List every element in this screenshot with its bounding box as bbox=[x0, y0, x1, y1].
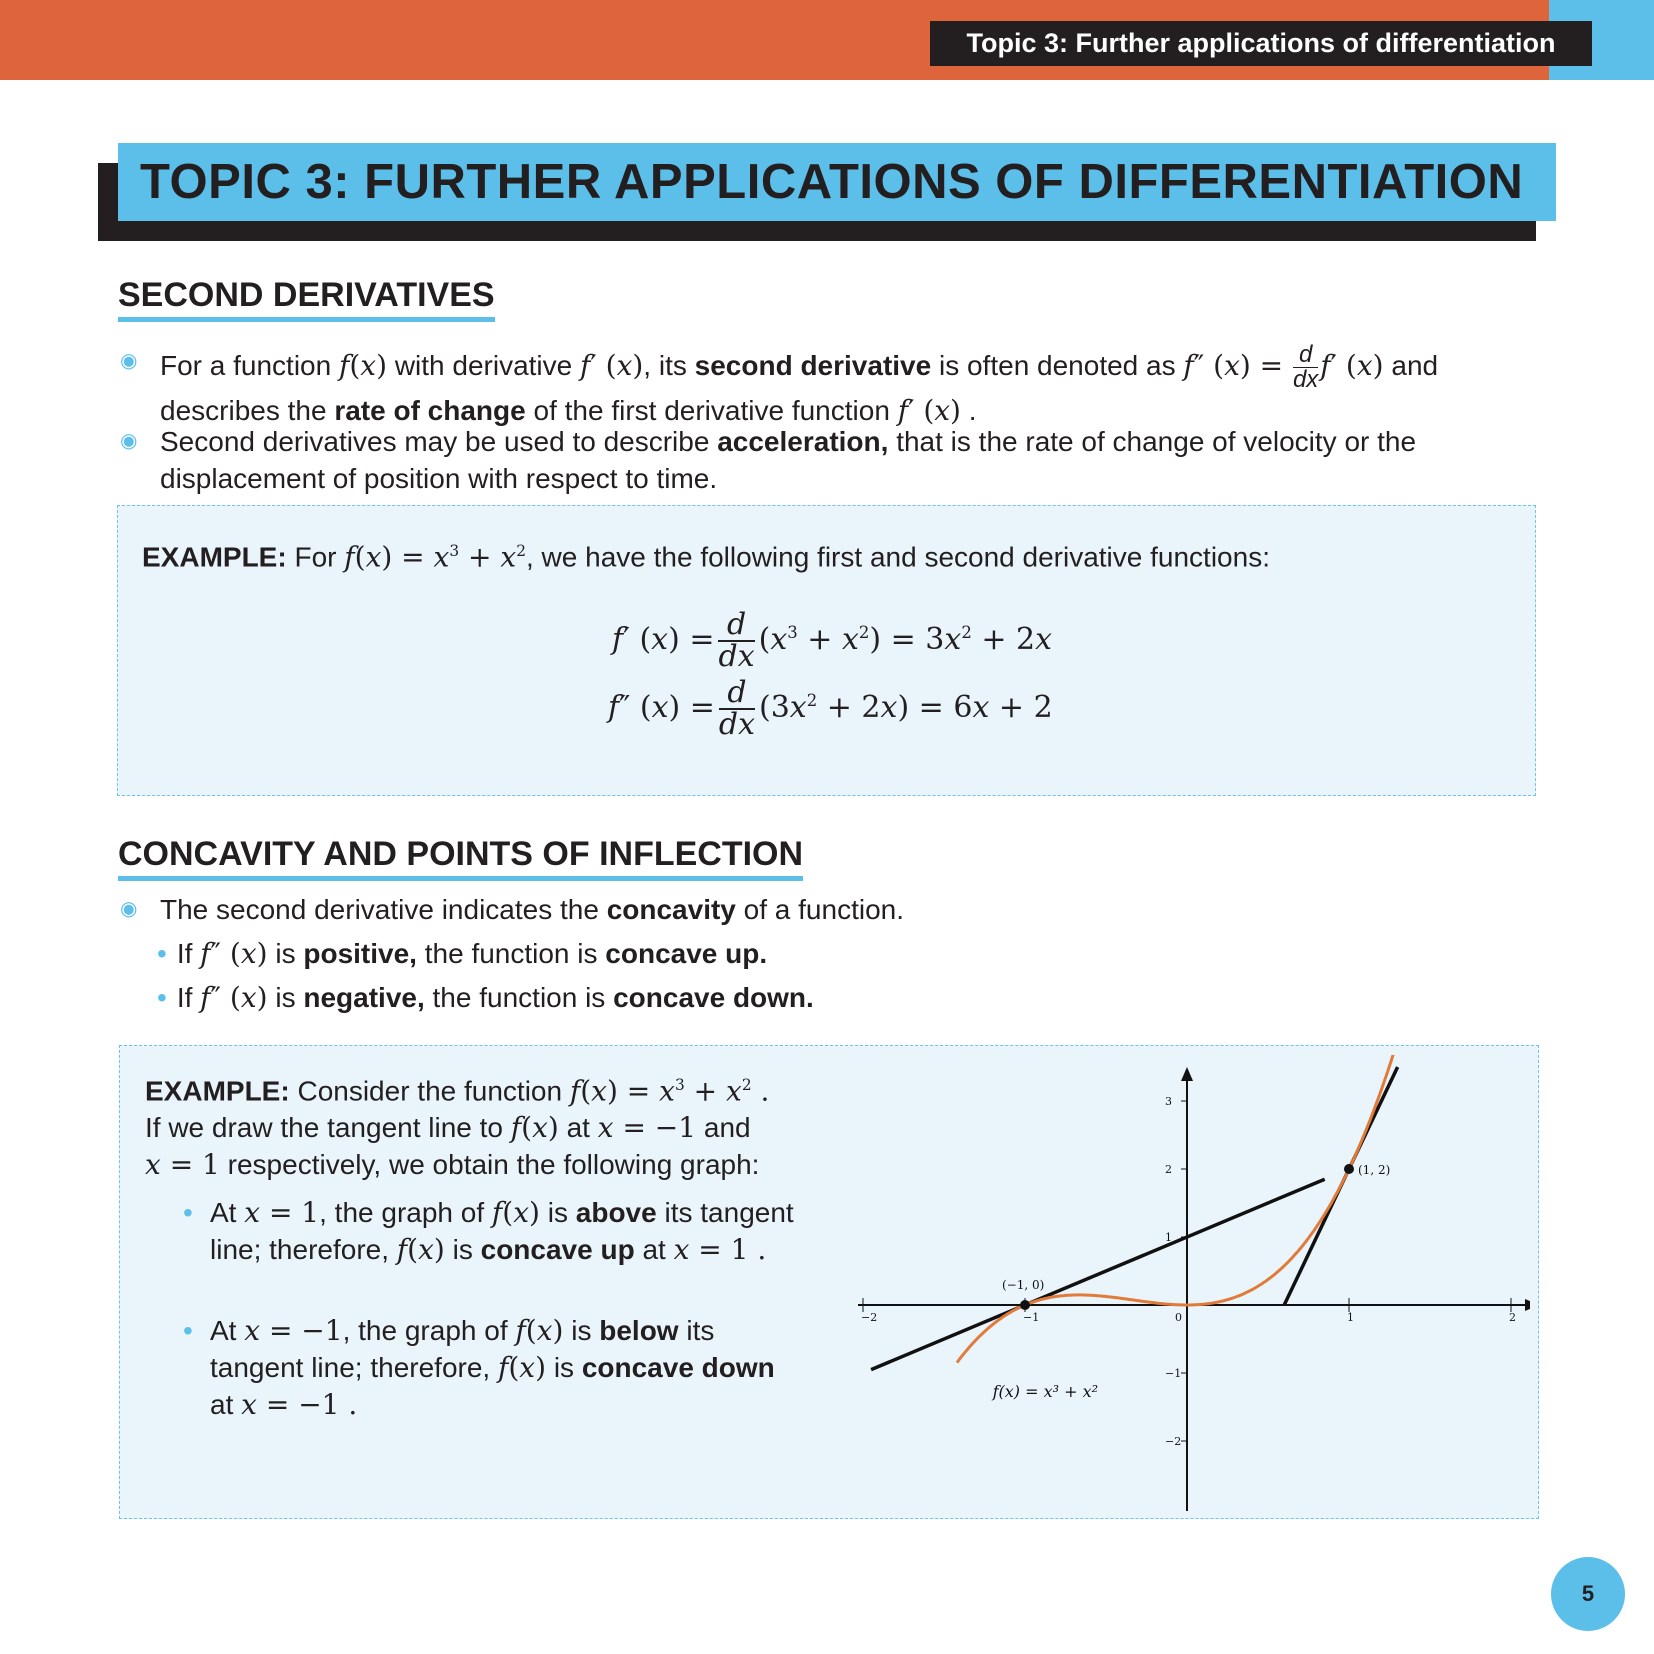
bullet-icon: ◉ bbox=[120, 350, 138, 372]
bullet-second-derivative-def: ◉ For a function f(x) with derivative f′ (x), its second derivative is often denoted as f″ (x) = $\frac{d}{dx}$ f′ (x) and describes the rate of change of the first derivative function f′ (x) . bbox=[120, 341, 1439, 427]
subbullet-positive: • If f″ (x) is positive, the function is concave up. bbox=[157, 937, 768, 970]
section-heading-second-derivatives: SECOND DERIVATIVES bbox=[118, 276, 495, 322]
point-label-left: (−1, 0) bbox=[1002, 1278, 1045, 1292]
y-tick-label: −1 bbox=[1165, 1367, 1182, 1380]
page-number: 5 bbox=[1551, 1557, 1625, 1631]
tangent-line-left bbox=[871, 1179, 1325, 1369]
y-tick-label: −2 bbox=[1165, 1435, 1182, 1448]
dot-icon: • bbox=[157, 938, 167, 969]
example-intro: EXAMPLE: For $f(x) = x^3 + x^2$, we have the following first and second derivative functions: bbox=[142, 540, 1270, 574]
bullet-concavity: ◉ The second derivative indicates the concavity of a function. bbox=[160, 891, 1460, 928]
equation-first-derivative: f′ (x) = $\frac{d}{dx}$ $(x^3 + x^2) = 3x^2 + 2x$ bbox=[612, 607, 1053, 674]
x-axis-arrow bbox=[1525, 1299, 1530, 1311]
running-header: Topic 3: Further applications of differentiation bbox=[930, 21, 1592, 66]
dot-icon: • bbox=[157, 982, 167, 1013]
tangent-point bbox=[1344, 1164, 1354, 1174]
subbullet-negative: • If f″ (x) is negative, the function is concave down. bbox=[157, 981, 814, 1014]
x-tick-label: −2 bbox=[861, 1311, 878, 1324]
bullet-acceleration: ◉ Second derivatives may be used to describe acceleration, that is the rate of change of velocity or the displacement of position with respect to time. bbox=[160, 423, 1460, 497]
example2-point-below: • At x = −1, the graph of f(x) is below its tangent line; therefore, f(x) is concave down at x = −1 . bbox=[183, 1314, 775, 1421]
function-tangent-chart bbox=[830, 1055, 1530, 1515]
point-label-right: (1, 2) bbox=[1358, 1163, 1391, 1177]
y-tick-label: 2 bbox=[1165, 1163, 1172, 1176]
dot-icon: • bbox=[183, 1197, 193, 1228]
curve-label: f(x) = x³ + x² bbox=[992, 1381, 1099, 1401]
dot-icon: • bbox=[183, 1315, 193, 1346]
example2-point-above: • At x = 1, the graph of f(x) is above its tangent line; therefore, f(x) is concave up at x = 1 . bbox=[183, 1196, 794, 1266]
section-heading-concavity: CONCAVITY AND POINTS OF INFLECTION bbox=[118, 835, 803, 881]
y-tick-label: 1 bbox=[1165, 1231, 1172, 1244]
x-tick-label: −1 bbox=[1023, 1311, 1040, 1324]
x-tick-label: 0 bbox=[1175, 1311, 1182, 1324]
bullet-icon: ◉ bbox=[120, 430, 138, 452]
tangent-point bbox=[1020, 1300, 1030, 1310]
x-tick-label: 2 bbox=[1509, 1311, 1516, 1324]
y-axis-arrow bbox=[1181, 1067, 1193, 1081]
y-tick-label: 3 bbox=[1165, 1095, 1172, 1108]
page-title: TOPIC 3: FURTHER APPLICATIONS OF DIFFERENTIATION bbox=[118, 143, 1556, 221]
bullet-icon: ◉ bbox=[120, 898, 138, 920]
equation-second-derivative: f″ (x) = $\frac{d}{dx}$ $(3x^2 + 2x) = 6x + 2$ bbox=[608, 675, 1053, 742]
x-tick-label: 1 bbox=[1347, 1311, 1354, 1324]
example2-intro: EXAMPLE: Consider the function $f(x) = x^3 + x^2$ . If we draw the tangent line to f(x) at x = −1 and x = 1 respectively, we obtain the following graph: bbox=[145, 1074, 770, 1182]
